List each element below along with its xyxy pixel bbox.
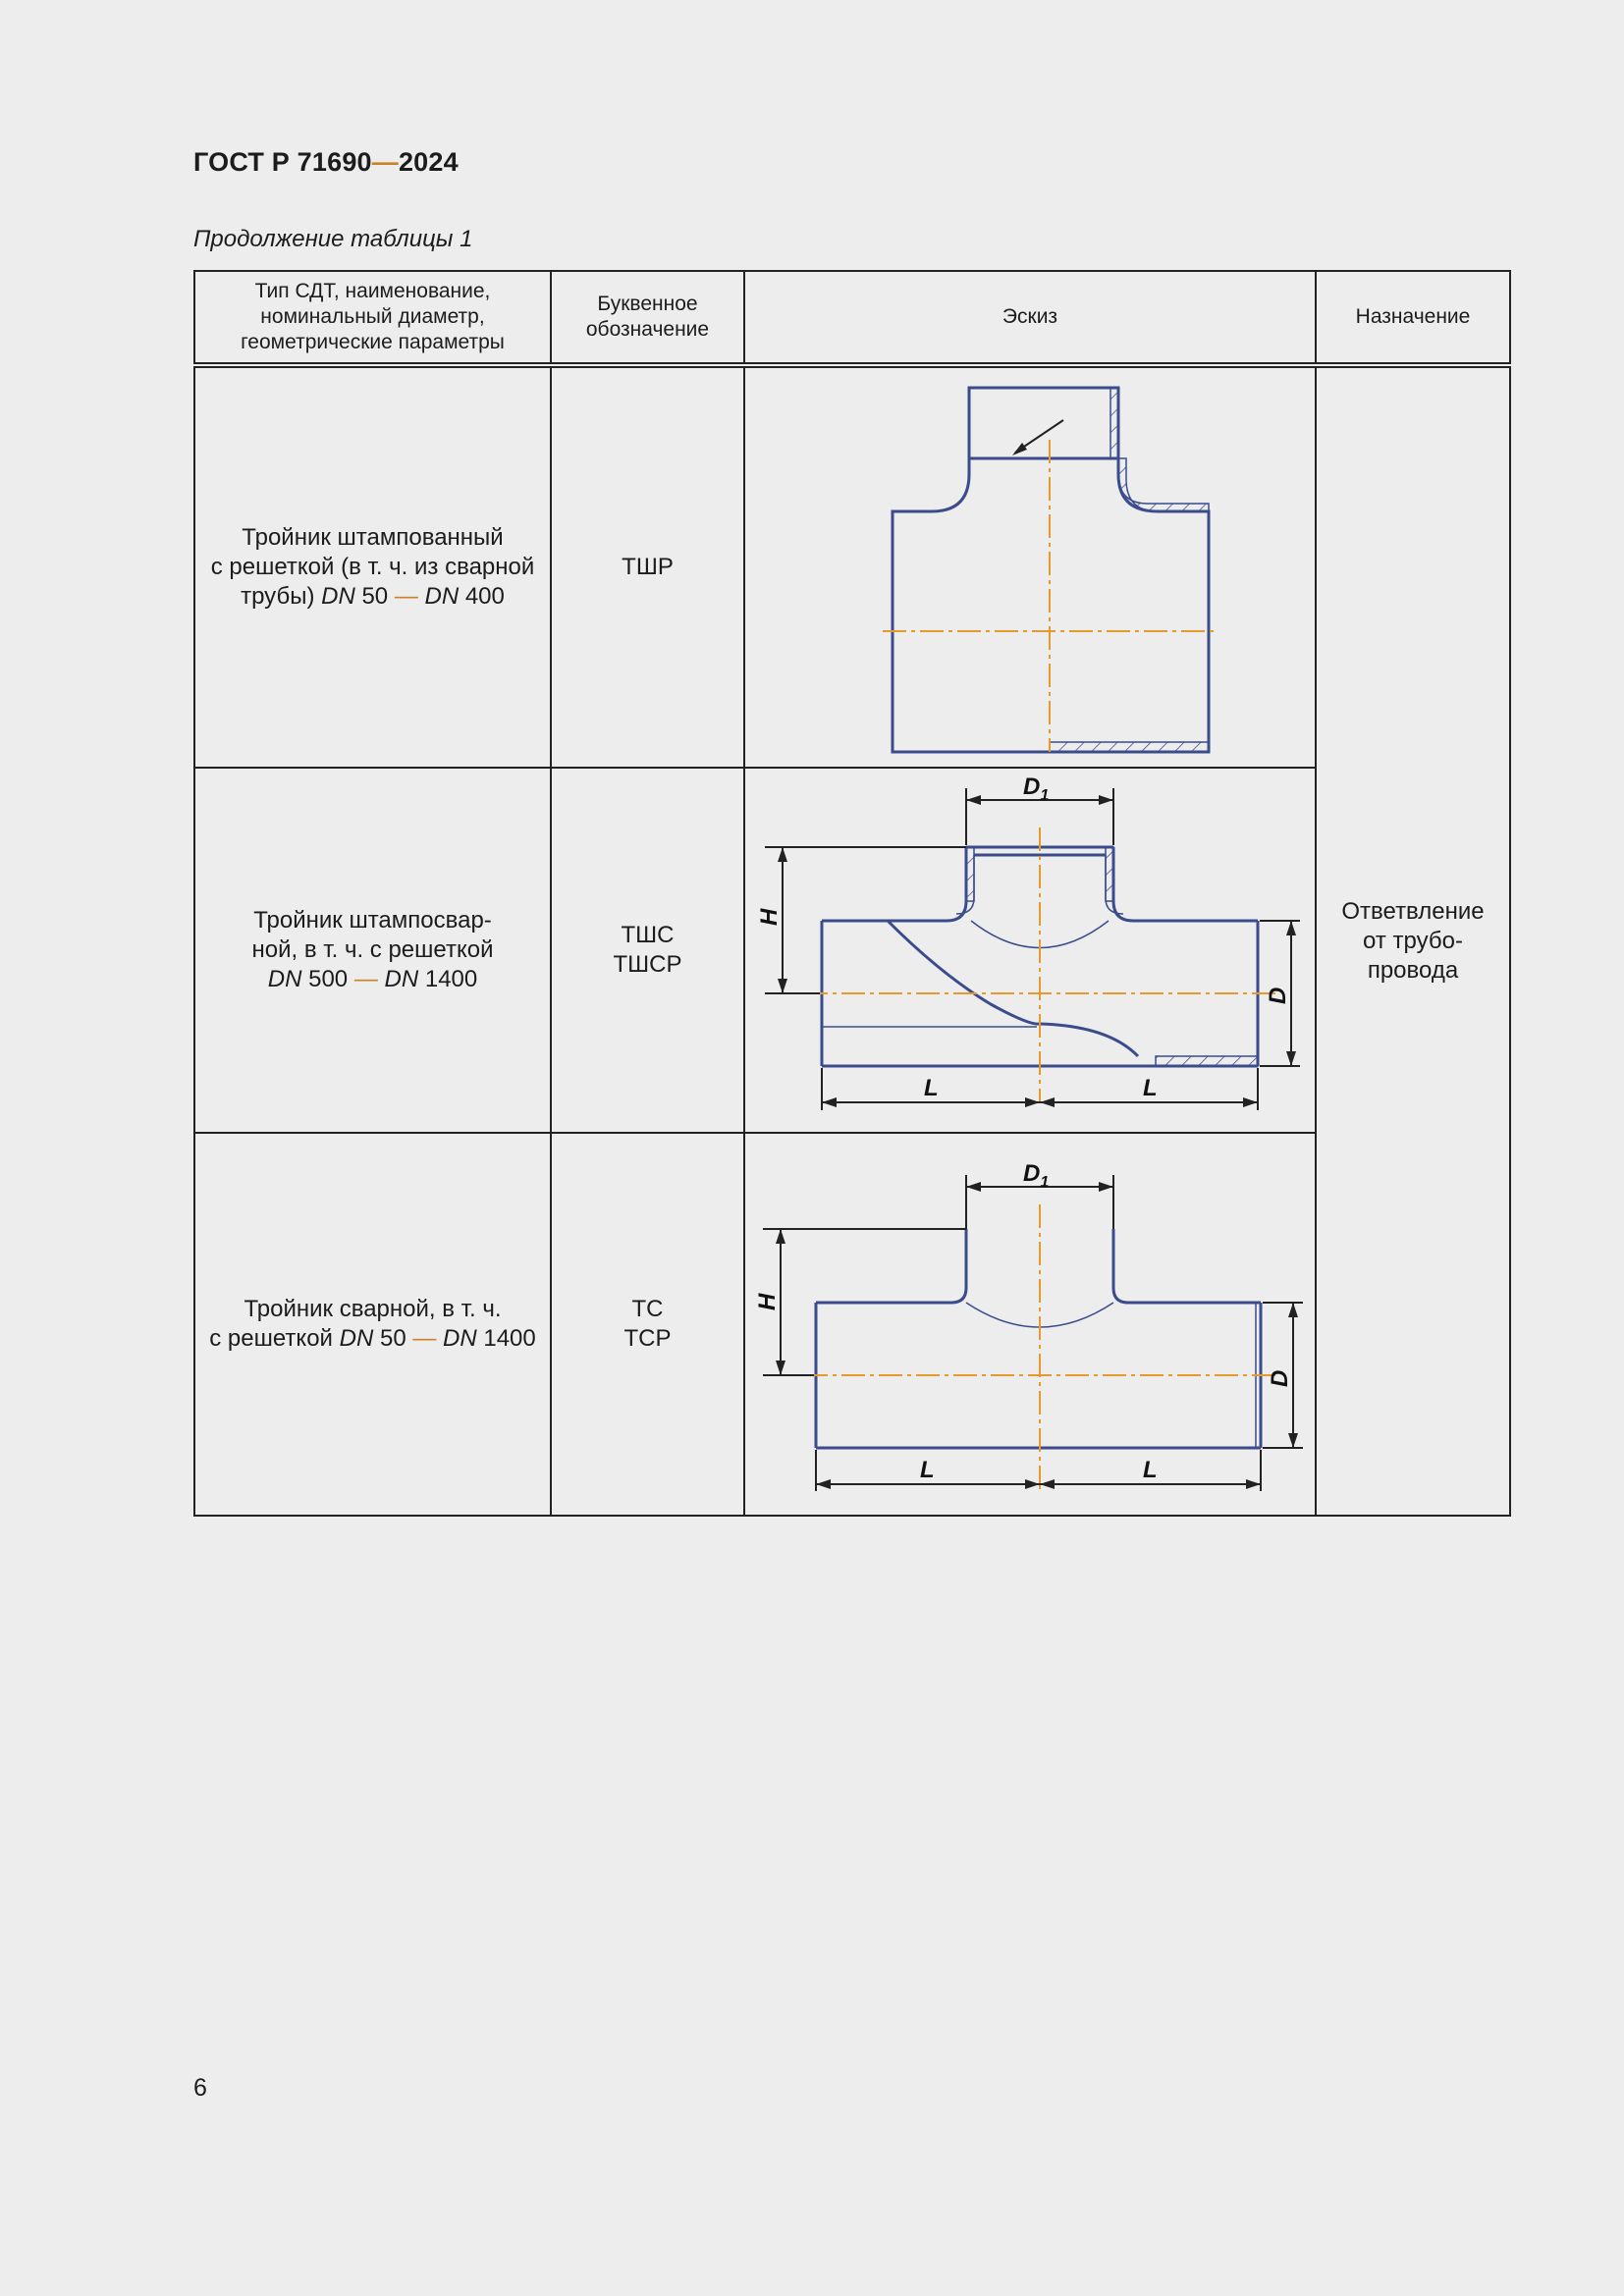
table-row bbox=[194, 365, 1510, 768]
row3-desc-line1: Тройник сварной, в т. ч. bbox=[244, 1296, 502, 1322]
row1-sketch bbox=[744, 365, 1316, 768]
row1-desc-line2: с решеткой (в т. ч. из сварной bbox=[210, 554, 535, 580]
fittings-table bbox=[193, 270, 1511, 1517]
d1-label: $D_1$ bbox=[1023, 774, 1050, 804]
col-header-purpose: Назначение bbox=[1316, 271, 1510, 365]
purpose-line2: от трубо- bbox=[1363, 928, 1463, 954]
welded-tee-drawing bbox=[745, 1136, 1315, 1514]
row1-code bbox=[551, 365, 744, 768]
page-number: 6 bbox=[193, 2074, 207, 2102]
row2-sketch bbox=[744, 768, 1316, 1133]
row3-code-line1: ТС bbox=[631, 1296, 664, 1322]
row2-code-line2: ТШСР bbox=[613, 951, 682, 978]
l-left-label: L bbox=[924, 1075, 939, 1101]
table-caption: Продолжение таблицы 1 bbox=[193, 226, 473, 252]
h-label: H bbox=[756, 908, 783, 926]
standard-year: 2024 bbox=[398, 147, 459, 177]
h-label: H bbox=[754, 1293, 781, 1310]
row1-desc-line3: трубы) DN 50 — DN 400 bbox=[241, 583, 505, 610]
row2-code bbox=[551, 768, 744, 1133]
l-right-label: L bbox=[1143, 1075, 1158, 1101]
col-header-type-text: Тип СДТ, наименование, номинальный диаметр, геометрические параметры bbox=[241, 280, 505, 353]
d-label: D bbox=[1267, 1369, 1293, 1387]
standard-number: ГОСТ Р 71690 bbox=[193, 147, 372, 177]
row1-code-line1: ТШР bbox=[622, 554, 674, 580]
purpose-line1: Ответвление bbox=[1341, 898, 1485, 925]
col-header-code-text: Буквенное обозначение bbox=[585, 293, 710, 341]
col-header-type bbox=[194, 271, 551, 365]
row1-desc-line1: Тройник штампованный bbox=[242, 524, 504, 551]
header-dash: — bbox=[371, 147, 399, 177]
purpose-line3: провода bbox=[1367, 957, 1459, 984]
row2-desc-line2: ной, в т. ч. с решеткой bbox=[251, 936, 494, 963]
stamp-welded-tee-drawing bbox=[745, 769, 1315, 1132]
row2-desc-line1: Тройник штампосвар- bbox=[253, 907, 492, 934]
table-row bbox=[194, 1133, 1510, 1516]
l-left-label: L bbox=[920, 1456, 935, 1483]
row3-desc-line2: с решеткой DN 50 — DN 1400 bbox=[209, 1325, 536, 1352]
purpose-cell bbox=[1316, 365, 1510, 1516]
table-header-row bbox=[194, 271, 1510, 365]
row2-desc-line3: DN 500 — DN 1400 bbox=[267, 966, 478, 992]
l-right-label: L bbox=[1143, 1456, 1158, 1483]
document-header bbox=[193, 147, 459, 178]
table-row bbox=[194, 768, 1510, 1133]
row3-sketch bbox=[744, 1133, 1316, 1516]
row2-code-line1: ТШС bbox=[621, 922, 675, 948]
row3-code bbox=[551, 1133, 744, 1516]
row1-description bbox=[194, 365, 551, 768]
stamped-tee-drawing bbox=[755, 371, 1305, 764]
row2-description bbox=[194, 768, 551, 1133]
col-header-code bbox=[551, 271, 744, 365]
row3-code-line2: ТСР bbox=[623, 1325, 672, 1352]
row3-description bbox=[194, 1133, 551, 1516]
col-header-sketch: Эскиз bbox=[744, 271, 1316, 365]
d-label: D bbox=[1265, 987, 1291, 1004]
d1-label: $D_1$ bbox=[1023, 1159, 1050, 1191]
